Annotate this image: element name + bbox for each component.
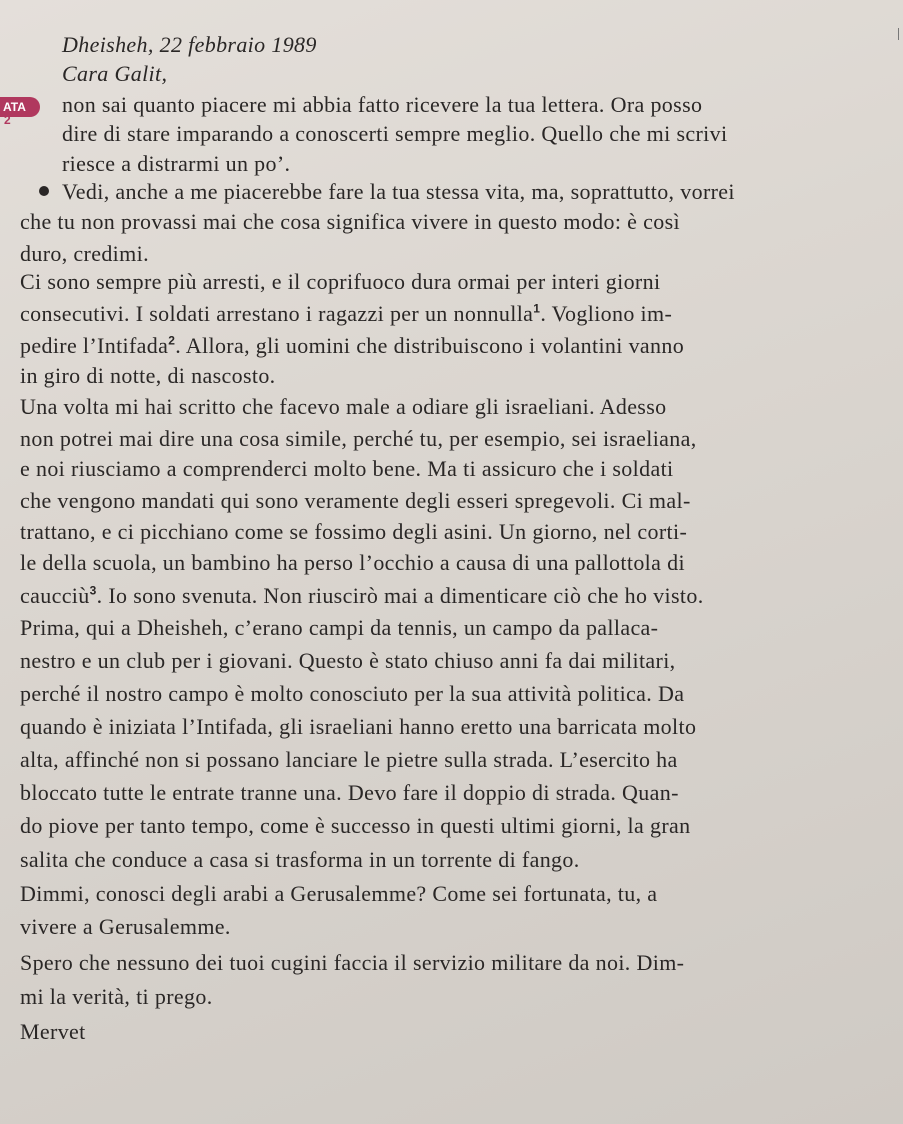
text-segment: . Io sono svenuta. Non riuscirò mai a dimenticare ciò che ho visto.	[96, 583, 704, 608]
text-line: che tu non provassi mai che cosa significa vivere in questo modo: è così	[20, 209, 680, 234]
footnote-ref-3: 3	[89, 583, 97, 598]
bullet-dot-icon	[39, 186, 49, 196]
text-line-footnote-2	[20, 332, 684, 360]
text-line: bloccato tutte le entrate tranne una. Devo fare il doppio di strada. Quan-	[20, 780, 679, 805]
text-line: che vengono mandati qui sono veramente degli esseri spregevoli. Ci mal-	[20, 488, 691, 513]
text-line: Vedi, anche a me piacerebbe fare la tua stessa vita, ma, soprattutto, vorrei	[62, 179, 735, 204]
text-line: nestro e un club per i giovani. Questo è stato chiuso anni fa dai militari,	[20, 648, 676, 673]
text-segment: pedire l’Intifada	[20, 333, 169, 358]
text-line: in giro di notte, di nascosto.	[20, 363, 276, 388]
text-line: trattano, e ci picchiano come se fossimo degli asini. Un giorno, nel corti-	[20, 519, 688, 544]
margin-number: 2	[4, 113, 11, 127]
text-line: Ci sono sempre più arresti, e il coprifuoco dura ormai per interi giorni	[20, 269, 661, 294]
text-line: vivere a Gerusalemme.	[20, 914, 231, 939]
text-line: alta, affinché non si possano lanciare le pietre sulla strada. L’esercito ha	[20, 747, 678, 772]
page-edge-mark	[898, 28, 903, 40]
margin-activity-tab: ATA	[0, 97, 40, 117]
text-segment: . Vogliono im-	[540, 301, 673, 326]
text-line: Una volta mi hai scritto che facevo male a odiare gli israeliani. Adesso	[20, 394, 667, 419]
text-line: Spero che nessuno dei tuoi cugini faccia il servizio militare da noi. Dim-	[20, 950, 685, 975]
text-line: riesce a distrarmi un po’.	[62, 151, 291, 176]
text-line: mi la verità, ti prego.	[20, 984, 213, 1009]
text-line: le della scuola, un bambino ha perso l’occhio a causa di una pallottola di	[20, 550, 685, 575]
text-line: duro, credimi.	[20, 241, 149, 266]
text-line-footnote-1	[20, 300, 672, 328]
text-line: Dimmi, conosci degli arabi a Gerusalemme? Come sei fortunata, tu, a	[20, 881, 658, 906]
text-line: e noi riusciamo a comprenderci molto bene. Ma ti assicuro che i soldati	[20, 456, 674, 481]
text-segment: . Allora, gli uomini che distribuiscono i volantini vanno	[175, 333, 685, 358]
letter-salutation: Cara Galit,	[62, 61, 168, 86]
text-line: salita che conduce a casa si trasforma in un torrente di fango.	[20, 847, 580, 872]
text-line: quando è iniziata l’Intifada, gli israeliani hanno eretto una barricata molto	[20, 714, 697, 739]
footnote-ref-1: 1	[533, 301, 541, 316]
text-line: dire di stare imparando a conoscerti sempre meglio. Quello che mi scrivi	[62, 121, 728, 146]
letter-dateline: Dheisheh, 22 febbraio 1989	[62, 32, 317, 57]
text-segment: consecutivi. I soldati arrestano i ragazzi per un nonnulla	[20, 301, 534, 326]
text-line: non sai quanto piacere mi abbia fatto ricevere la tua lettera. Ora posso	[62, 92, 703, 117]
letter-signature: Mervet	[20, 1019, 86, 1044]
footnote-ref-2: 2	[168, 333, 176, 348]
text-line: non potrei mai dire una cosa simile, perché tu, per esempio, sei israeliana,	[20, 426, 697, 451]
text-segment: caucciù	[20, 583, 90, 608]
text-line-footnote-3	[20, 582, 704, 610]
text-line: perché il nostro campo è molto conosciuto per la sua attività politica. Da	[20, 681, 685, 706]
text-line: Prima, qui a Dheisheh, c’erano campi da tennis, un campo da pallaca-	[20, 615, 659, 640]
text-line: do piove per tanto tempo, come è successo in questi ultimi giorni, la gran	[20, 813, 691, 838]
